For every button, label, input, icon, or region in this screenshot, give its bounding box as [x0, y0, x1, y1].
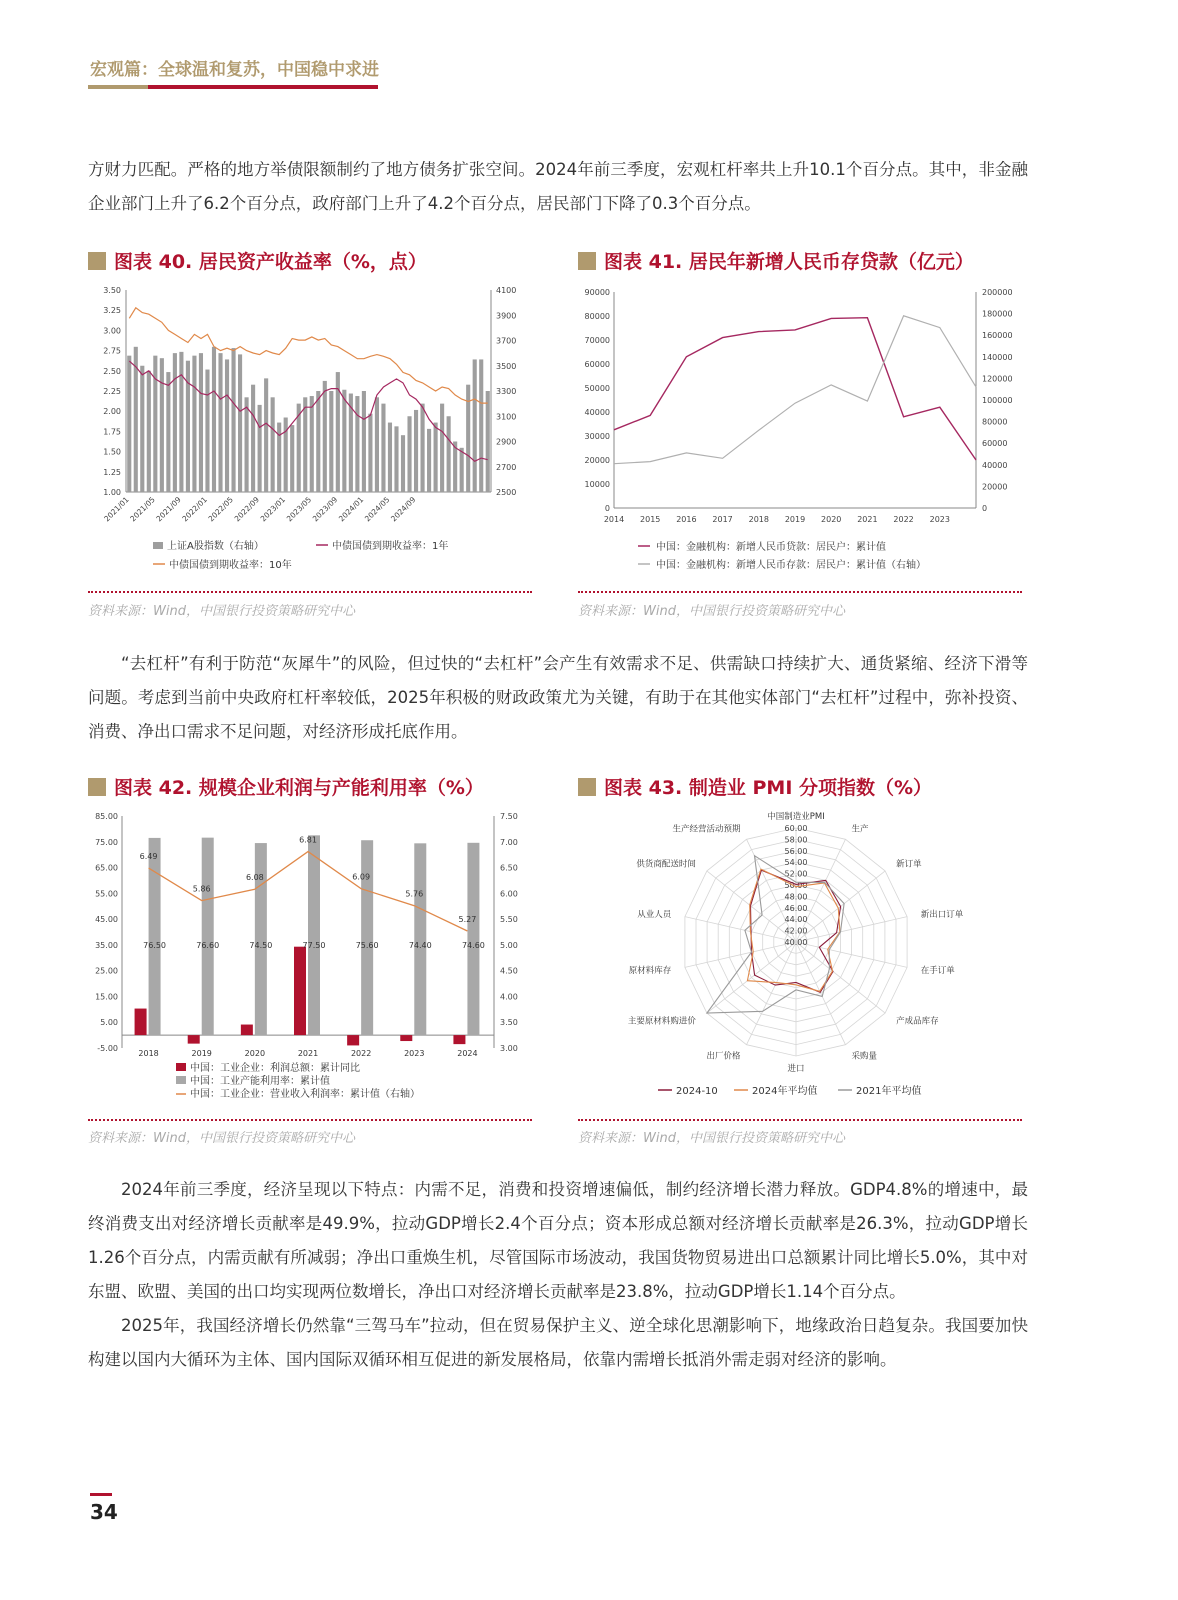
x-tick-label: 2022	[350, 1049, 372, 1058]
y-right-tick-label: 3300	[496, 387, 517, 396]
radar-tick-label: 42.00	[784, 926, 808, 936]
y-left-tick-label: 2.75	[103, 346, 121, 356]
y-left-tick-label: 90000	[584, 288, 610, 297]
capacity-label: 76.50	[143, 940, 167, 950]
index-bar	[127, 356, 131, 492]
index-bar	[271, 397, 275, 492]
loan-line	[614, 318, 976, 460]
y-left-tick-label: 15.00	[95, 992, 118, 1002]
radar-axis-label: 原材料库存	[628, 966, 672, 977]
index-bar	[368, 414, 372, 492]
capacity-label: 74.50	[249, 940, 273, 950]
y-left-tick-label: -5.00	[97, 1044, 118, 1053]
chart-40	[88, 280, 528, 600]
legend-swatch	[176, 1076, 186, 1084]
chart-41-title-wrap	[578, 247, 974, 274]
x-tick-label: 2023	[404, 1049, 425, 1058]
legend-label: 2021年平均值	[856, 1086, 922, 1097]
paragraph-1	[88, 153, 1028, 221]
y-right-tick-label: 4100	[496, 286, 517, 295]
margin-label: 6.09	[352, 872, 371, 882]
y-right-tick-label: 2500	[496, 488, 517, 497]
index-bar	[473, 359, 477, 492]
index-bar	[245, 397, 249, 492]
index-bar	[218, 353, 222, 492]
y-right-tick-label: 0	[982, 504, 988, 513]
chart-41	[576, 280, 1026, 580]
y-left-tick-label: 25.00	[95, 966, 118, 976]
radar-axis-label: 生产	[851, 824, 869, 835]
chart-43-title-wrap	[578, 773, 932, 800]
capacity-bar	[149, 838, 161, 1035]
paragraph-3	[88, 1173, 1028, 1377]
y-left-tick-label: 60000	[584, 360, 610, 369]
index-bar	[342, 390, 346, 492]
y-left-tick-label: 1.75	[103, 427, 121, 437]
y-right-tick-label: 4.00	[500, 992, 518, 1002]
radar-axis-label: 进口	[787, 1064, 805, 1074]
y-right-tick-label: 3900	[496, 311, 517, 321]
y-left-tick-label: 3.00	[103, 326, 121, 336]
x-tick-label: 2020	[244, 1049, 266, 1058]
index-bar	[323, 381, 327, 492]
y-left-tick-label: 1.50	[103, 447, 121, 457]
margin-label: 5.76	[405, 889, 424, 899]
chart-41-source: 资料来源：Wind，中国银行投资策略研究中心	[578, 604, 845, 619]
chart-42-divider	[88, 1119, 532, 1121]
index-bar	[147, 371, 151, 492]
radar-tick-label: 44.00	[784, 915, 808, 925]
y-right-tick-label: 200000	[982, 288, 1013, 297]
x-tick-label: 2024	[457, 1049, 478, 1058]
index-bar	[140, 366, 144, 492]
y-left-tick-label: 3.25	[103, 306, 121, 316]
y-left-tick-label: 1.25	[103, 467, 121, 477]
x-tick-label: 2021	[857, 515, 878, 524]
paragraph-3-text: 2024年前三季度，经济呈现以下特点：内需不足，消费和投资增速偏低，制约经济增长潜力释放。GDP4.8%的增速中，最终消费支出对经济增长贡献率是49.9%，拉动GDP增长2.4个百分点；资本形成总额对经济增长贡献率是26.3%，拉动GDP增长1.26个百分点，内需贡献有所减弱；净出口重焕生机，尽管国际市场波动，我国货物贸易进出口总额累计同比增长5.0%，其中对东盟、欧盟、美国的出口均实现两位数增长，净出口对经济增长贡献率是23.8%，拉动GDP增长1.14个百分点。	[88, 1180, 1028, 1301]
y-right-tick-label: 5.00	[500, 940, 518, 950]
title-square-icon	[88, 778, 106, 796]
index-bar	[375, 397, 379, 492]
index-bar	[479, 359, 483, 492]
index-bar	[205, 370, 209, 492]
index-bar	[414, 410, 418, 492]
capacity-label: 77.50	[302, 940, 326, 950]
legend-label: 中债国债到期收益率：1年	[332, 541, 449, 552]
radar-tick-label: 58.00	[784, 835, 808, 845]
radar-axis-label: 采购量	[851, 1051, 878, 1062]
legend-label: 中国：金融机构：新增人民币存款：居民户：累计值（右轴）	[656, 560, 926, 571]
y-left-tick-label: 85.00	[95, 812, 118, 821]
y-right-tick-label: 3100	[496, 412, 517, 422]
y-right-tick-label: 140000	[982, 352, 1013, 362]
index-bar	[225, 359, 229, 492]
legend-swatch	[153, 542, 163, 549]
radar-axis-label: 出厂价格	[706, 1051, 741, 1062]
margin-label: 5.27	[458, 914, 477, 924]
radar-tick-label: 52.00	[784, 869, 808, 879]
legend-label: 中国：工业企业：营业收入利润率：累计值（右轴）	[190, 1089, 420, 1100]
title-square-icon	[578, 252, 596, 270]
y-left-tick-label: 45.00	[95, 915, 118, 925]
index-bar	[238, 354, 242, 492]
x-tick-label: 2023	[929, 515, 950, 524]
y-left-tick-label: 2.50	[103, 366, 121, 376]
index-bar	[166, 372, 170, 492]
y-right-tick-label: 5.50	[500, 915, 518, 925]
x-tick-label: 2017	[712, 515, 733, 524]
radar-tick-label: 40.00	[784, 938, 808, 947]
legend-label: 2024年平均值	[752, 1086, 818, 1097]
x-tick-label: 2015	[640, 515, 661, 524]
y-left-tick-label: 3.50	[103, 286, 121, 295]
y-left-tick-label: 2.00	[103, 407, 121, 417]
y-left-tick-label: 2.25	[103, 387, 121, 396]
profit-bar	[294, 947, 306, 1035]
title-square-icon	[578, 778, 596, 796]
x-tick-label: 2022/01	[180, 495, 209, 524]
legend-label: 2024-10	[676, 1086, 718, 1097]
y-right-tick-label: 7.00	[500, 837, 518, 847]
index-bar	[421, 404, 425, 492]
y-right-tick-label: 160000	[982, 331, 1013, 341]
index-bar	[447, 416, 451, 492]
deposit-line	[614, 316, 976, 464]
x-tick-label: 2020	[821, 515, 842, 524]
capacity-bar	[308, 835, 320, 1035]
y-left-tick-label: 75.00	[95, 837, 118, 847]
y-right-tick-label: 60000	[982, 439, 1008, 449]
profit-bar	[188, 1035, 200, 1044]
chart-41-divider	[578, 591, 1022, 593]
index-bar	[388, 423, 392, 492]
radar-tick-label: 60.00	[784, 824, 808, 833]
chart-40-title-wrap	[88, 247, 427, 274]
y-left-tick-label: 65.00	[95, 863, 118, 873]
x-tick-label: 2018	[138, 1049, 159, 1058]
chart-42-title: 图表 42. 规模企业利润与产能利用率（%）	[114, 777, 484, 799]
index-bar	[381, 404, 385, 492]
x-tick-label: 2014	[603, 515, 625, 524]
legend-label: 中国：工业企业：利润总额：累计同比	[190, 1063, 360, 1074]
x-tick-label: 2023/09	[310, 495, 340, 524]
margin-label: 6.49	[139, 852, 158, 862]
index-bar	[258, 405, 262, 492]
page-number: 34	[90, 1500, 118, 1524]
y-left-tick-label: 55.00	[95, 889, 118, 899]
x-tick-label: 2022	[893, 515, 914, 524]
radar-tick-label: 50.00	[784, 881, 808, 890]
y-left-tick-label: 80000	[584, 312, 610, 321]
legend-label: 中国：工业产能利用率：累计值	[190, 1076, 330, 1087]
radar-axis-label: 新订单	[896, 859, 922, 870]
chart-41-title: 图表 41. 居民年新增人民币存贷款（亿元）	[604, 251, 974, 273]
index-bar	[303, 397, 307, 492]
chart-43-title: 图表 43. 制造业 PMI 分项指数（%）	[604, 777, 933, 799]
chart-40-title: 图表 40. 居民资产收益率（%，点）	[114, 251, 427, 273]
profit-bar	[135, 1009, 147, 1036]
capacity-bar	[361, 840, 373, 1035]
index-bar	[231, 348, 235, 492]
index-bar	[160, 358, 164, 492]
x-tick-label: 2019	[784, 515, 806, 524]
header-divider-gold	[88, 85, 148, 89]
chart-42	[88, 806, 528, 1106]
margin-label: 6.08	[245, 873, 264, 883]
y-right-tick-label: 100000	[982, 396, 1013, 405]
chart-40-source: 资料来源：Wind，中国银行投资策略研究中心	[88, 604, 355, 619]
y-right-tick-label: 80000	[982, 417, 1008, 427]
chart-42-title-wrap	[88, 773, 484, 800]
y-left-tick-label: 5.00	[100, 1018, 118, 1028]
index-bar	[290, 425, 294, 492]
y-right-tick-label: 4.50	[500, 966, 518, 976]
y-left-tick-label: 35.00	[95, 940, 118, 950]
legend-label: 中债国债到期收益率：10年	[169, 560, 292, 571]
y-right-tick-label: 120000	[982, 374, 1013, 384]
x-tick-label: 2016	[676, 515, 697, 524]
radar-tick-label: 54.00	[784, 858, 808, 868]
margin-label: 5.86	[192, 884, 211, 894]
page-number-bar	[90, 1493, 112, 1496]
index-bar	[440, 404, 444, 492]
index-bar	[153, 356, 157, 492]
y-left-tick-label: 1.00	[103, 488, 121, 497]
index-bar	[264, 378, 268, 492]
header-divider-red	[148, 85, 378, 89]
legend-label: 上证A股指数（右轴）	[167, 541, 264, 552]
chart-42-source: 资料来源：Wind，中国银行投资策略研究中心	[88, 1131, 355, 1146]
x-tick-label: 2024/01	[336, 495, 366, 524]
y-right-tick-label: 3.50	[500, 1018, 518, 1028]
legend-label: 中国：金融机构：新增人民币贷款：居民户：累计值	[656, 542, 886, 553]
radar-axis-label: 供货商配送时间	[636, 859, 696, 870]
x-tick-label: 2024/09	[389, 495, 418, 524]
radar-axis-label: 产成品库存	[896, 1016, 939, 1027]
index-bar	[277, 423, 281, 492]
radar-axis-label: 生产经营活动预期	[672, 824, 741, 835]
index-bar	[179, 352, 183, 492]
index-bar	[329, 391, 333, 492]
index-bar	[199, 353, 203, 492]
y-right-tick-label: 180000	[982, 309, 1013, 319]
radar-tick-label: 56.00	[784, 846, 808, 856]
profit-bar	[241, 1025, 253, 1036]
y-left-tick-label: 50000	[584, 384, 610, 393]
capacity-bar	[414, 843, 426, 1035]
paragraph-2	[88, 647, 1028, 749]
radar-axis-label: 在手订单	[920, 966, 955, 977]
title-square-icon	[88, 252, 106, 270]
index-bar	[173, 353, 177, 492]
y-right-tick-label: 3500	[496, 361, 517, 371]
y-right-tick-label: 7.50	[500, 812, 518, 821]
y-right-tick-label: 40000	[982, 460, 1008, 470]
capacity-bar	[467, 843, 479, 1035]
index-bar	[434, 423, 438, 492]
paragraph-1-text: 方财力匹配。严格的地方举债限额制约了地方债务扩张空间。2024年前三季度，宏观杠杆率共上升10.1个百分点。其中，非金融企业部门上升了6.2个百分点，政府部门上升了4.2个百分点，居民部门下降了0.3个百分点。	[88, 160, 1028, 213]
index-bar	[407, 416, 411, 492]
y-right-tick-label: 20000	[982, 482, 1008, 492]
page-header-title: 宏观篇：全球温和复苏，中国稳中求进	[90, 60, 379, 80]
capacity-label: 75.60	[355, 940, 379, 950]
y-left-tick-label: 70000	[584, 336, 610, 345]
radar-tick-label: 46.00	[784, 903, 808, 913]
y-left-tick-label: 10000	[584, 480, 610, 489]
capacity-bar	[255, 843, 267, 1035]
paragraph-2-text: “去杠杆”有利于防范“灰犀牛”的风险，但过快的“去杠杆”会产生有效需求不足、供需缺口持续扩大、通货紧缩、经济下滑等问题。考虑到当前中央政府杠杆率较低，2025年积极的财政政策尤为关键，有助于在其他实体部门“去杠杆”过程中，弥补投资、消费、净出口需求不足问题，对经济形成托底作用。	[88, 654, 1028, 741]
paragraph-4-text: 2025年，我国经济增长仍然靠“三驾马车”拉动，但在贸易保护主义、逆全球化思潮影响下，地缘政治日趋复杂。我国要加快构建以国内大循环为主体、国内国际双循环相互促进的新发展格局，依靠内需增长抵消外需走弱对经济的影响。	[88, 1316, 1028, 1369]
index-bar	[192, 356, 196, 492]
x-tick-label: 2023/01	[258, 495, 288, 524]
chart-40-divider	[88, 591, 532, 593]
index-bar	[310, 396, 314, 492]
index-bar	[362, 391, 366, 492]
radar-axis-label: 新出口订单	[920, 909, 964, 920]
x-tick-label: 2023/05	[284, 495, 314, 524]
profit-bar	[453, 1035, 465, 1044]
index-bar	[212, 347, 216, 492]
radar-axis-label: 中国制造业PMI	[767, 812, 825, 822]
y-left-tick-label: 30000	[584, 432, 610, 441]
x-tick-label: 2021/05	[128, 495, 157, 524]
legend-swatch	[176, 1063, 186, 1071]
y-right-tick-label: 2900	[496, 437, 517, 447]
profit-bar	[400, 1035, 412, 1041]
y-right-tick-label: 6.50	[500, 863, 518, 873]
y-right-tick-label: 6.00	[500, 889, 518, 899]
index-bar	[355, 396, 359, 492]
chart-43-source: 资料来源：Wind，中国银行投资策略研究中心	[578, 1131, 845, 1146]
x-tick-label: 2021	[297, 1049, 319, 1058]
y-left-tick-label: 20000	[584, 456, 610, 465]
index-bar	[316, 391, 320, 492]
index-bar	[460, 448, 464, 492]
y-right-tick-label: 2700	[496, 462, 517, 472]
capacity-bar	[202, 838, 214, 1035]
x-tick-label: 2019	[191, 1049, 212, 1058]
x-tick-label: 2022/09	[232, 495, 262, 524]
radar-series-2	[707, 856, 844, 1013]
index-bar	[394, 426, 398, 492]
x-tick-label: 2022/05	[206, 495, 235, 524]
index-bar	[251, 385, 255, 492]
chart-43	[576, 806, 1026, 1106]
index-bar	[427, 429, 431, 492]
y-left-tick-label: 40000	[584, 408, 610, 417]
y-left-tick-label: 0	[604, 504, 610, 513]
x-tick-label: 2021/01	[102, 495, 131, 524]
x-tick-label: 2018	[748, 515, 769, 524]
margin-label: 6.81	[299, 835, 317, 845]
y-right-tick-label: 3.00	[500, 1044, 518, 1053]
chart-43-divider	[578, 1119, 1022, 1121]
index-bar	[486, 391, 490, 492]
radar-axis-label: 主要原材料购进价	[627, 1016, 696, 1027]
capacity-label: 76.60	[196, 940, 220, 950]
capacity-label: 74.40	[408, 940, 432, 950]
x-tick-label: 2021/09	[154, 495, 183, 524]
radar-tick-label: 48.00	[784, 892, 808, 902]
profit-bar	[347, 1035, 359, 1045]
y-right-tick-label: 3700	[496, 336, 517, 346]
radar-axis-label: 从业人员	[637, 909, 672, 920]
index-bar	[401, 435, 405, 492]
capacity-label: 74.60	[461, 940, 485, 950]
x-tick-label: 2024/05	[362, 495, 392, 524]
